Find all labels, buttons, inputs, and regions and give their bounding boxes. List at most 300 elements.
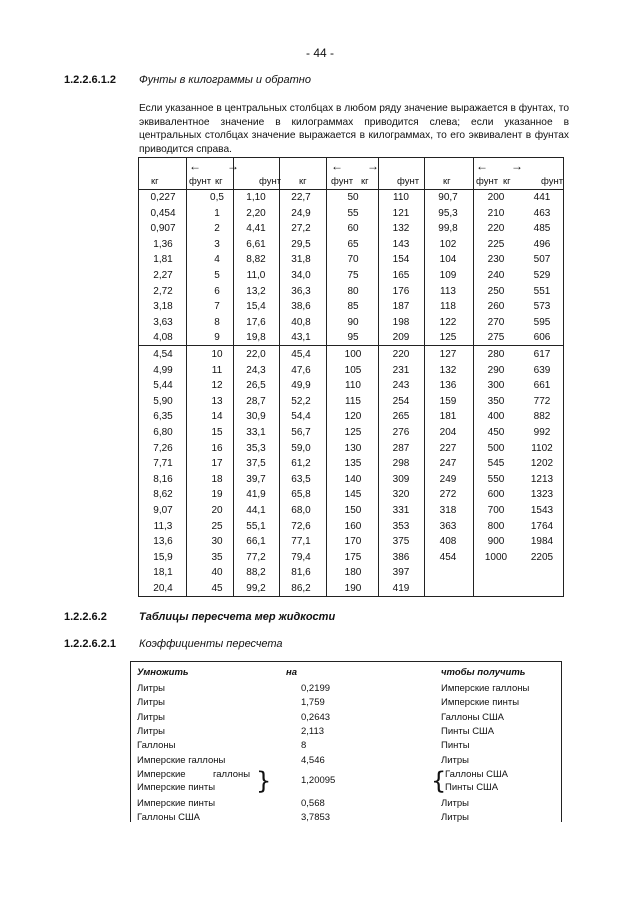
table-cell: 56,7 [291, 427, 311, 438]
table-cell: 375 [392, 536, 410, 548]
arrow-right-icon: → [511, 159, 523, 173]
table-cell: 90 [347, 316, 359, 328]
table-cell: 132 [392, 223, 410, 235]
table-cell: 227 [439, 442, 457, 454]
table-cell: 110 [393, 192, 409, 203]
table-row [131, 726, 561, 740]
table-cell: 800 [487, 520, 505, 532]
section-number: 1.2.2.6.2 [64, 611, 107, 623]
to-unit: Галлоны США [441, 712, 504, 723]
table-cell: 70 [347, 254, 359, 266]
table-cell: 485 [533, 223, 551, 235]
table-cell: 198 [392, 316, 410, 328]
arrow-right-icon: → [367, 159, 379, 173]
table-cell: 77,2 [246, 551, 266, 563]
table-cell: 230 [487, 254, 505, 266]
table-cell: 200 [487, 192, 505, 203]
table-cell: 0,907 [150, 223, 176, 235]
table-cell: 60 [347, 223, 359, 235]
table-cell: 16 [211, 442, 223, 454]
table-cell: 8 [214, 316, 220, 328]
table-cell: 220 [392, 349, 410, 360]
table-cell: 12 [211, 380, 223, 392]
column-divider [424, 158, 425, 596]
to-unit: Пинты США [445, 782, 499, 793]
table-cell: 507 [533, 254, 551, 266]
table-cell: 496 [533, 238, 551, 250]
section-number: 1.2.2.6.1.2 [64, 74, 116, 86]
table-row [131, 755, 561, 769]
table-cell: 1,10 [246, 192, 266, 203]
table-cell: 35,3 [246, 442, 266, 454]
from-unit: Литры [137, 697, 166, 708]
factor: 1,759 [301, 697, 325, 708]
column-divider [186, 158, 187, 596]
table-cell: 5,90 [153, 395, 173, 407]
table-cell: 320 [392, 489, 410, 501]
table-cell: 10 [211, 349, 223, 360]
table-cell: 529 [533, 270, 551, 281]
to-unit: Пинты [441, 740, 470, 751]
table-cell: 6,80 [153, 427, 173, 438]
table-cell: 3,63 [153, 316, 173, 328]
table-cell: 595 [533, 316, 551, 328]
table-cell: 3 [214, 238, 220, 250]
table-cell: 121 [392, 207, 410, 219]
table-cell: 22,0 [246, 349, 266, 360]
table-cell: 102 [439, 238, 457, 250]
table-cell: 265 [392, 411, 410, 423]
table-cell: 36,3 [291, 285, 311, 297]
table-cell: 104 [439, 254, 457, 266]
table-cell: 13,6 [153, 536, 173, 548]
table-cell: 44,1 [246, 505, 266, 516]
table-cell: 11,0 [246, 270, 266, 281]
table-cell: 25 [211, 520, 223, 532]
table-cell: 240 [487, 270, 505, 281]
table-cell: 72,6 [291, 520, 311, 532]
table-cell: 209 [392, 332, 410, 344]
table-cell: 606 [533, 332, 551, 344]
table-cell: 6,35 [153, 411, 173, 423]
table-cell: 1764 [530, 520, 554, 532]
table-cell: 170 [344, 536, 362, 548]
table-cell: 1213 [530, 473, 554, 485]
to-unit: Имперские пинты [441, 697, 520, 708]
table-cell: 1202 [530, 458, 554, 470]
table-cell: 54,4 [291, 411, 311, 423]
table-cell: 45,4 [291, 349, 311, 360]
table-cell: 15,4 [246, 301, 266, 313]
factor: 3,7853 [301, 812, 331, 823]
table-cell: 187 [392, 301, 410, 313]
table-cell: 120 [344, 411, 362, 423]
table-cell: 122 [439, 316, 457, 328]
table-cell: 5,44 [153, 380, 173, 392]
header-to-get: чтобы получить [441, 667, 526, 678]
table-cell: 419 [392, 583, 410, 594]
table-cell: 85 [347, 301, 359, 313]
table-cell: 13,2 [246, 285, 266, 297]
table-cell: 363 [439, 520, 457, 532]
table-row [131, 683, 561, 697]
table-cell: 29,5 [291, 238, 311, 250]
table-cell: 22,7 [291, 192, 311, 203]
table-cell: 159 [439, 395, 457, 407]
conversion-table [138, 157, 564, 597]
table-cell: 272 [439, 489, 457, 501]
table-cell: 136 [439, 380, 457, 392]
table-cell: 50 [347, 192, 359, 203]
table-cell: 9 [214, 332, 220, 344]
table-cell: 95 [347, 332, 359, 344]
table-cell: 249 [439, 473, 457, 485]
table-cell: 231 [392, 364, 410, 376]
table-cell: 0,227 [150, 192, 176, 203]
table-cell: 35 [211, 551, 223, 563]
table-cell: 20,4 [153, 583, 173, 594]
from-unit: Имперские галлоны [137, 755, 226, 766]
table-cell: 79,4 [291, 551, 311, 563]
table-row [131, 812, 561, 826]
section-title: Фунты в килограммы и обратно [139, 74, 311, 86]
table-cell: 204 [439, 427, 457, 438]
table-cell: 7,71 [153, 458, 173, 470]
to-unit: Литры [441, 812, 470, 823]
table-cell: 7 [214, 301, 220, 313]
table-cell: 17,6 [246, 316, 266, 328]
table-cell: 40 [211, 567, 223, 579]
to-unit: Пинты США [441, 726, 495, 737]
factor: 2,113 [301, 726, 325, 737]
column-header: кг [299, 176, 307, 187]
table-cell: 400 [487, 411, 505, 423]
from-unit: Галлоны США [137, 812, 200, 823]
table-cell: 7,26 [153, 442, 173, 454]
table-cell: 34,0 [291, 270, 311, 281]
factor: 4,546 [301, 755, 325, 766]
table-cell: 298 [392, 458, 410, 470]
table-cell: 55 [347, 207, 359, 219]
from-unit: Имперские [137, 769, 186, 780]
table-cell: 2205 [530, 551, 554, 563]
table-cell: 450 [487, 427, 505, 438]
arrow-left-icon: ← [189, 159, 201, 173]
table-cell: 1984 [530, 536, 554, 548]
table-cell: 19 [211, 489, 223, 501]
from-unit: Имперские пинты [137, 782, 216, 793]
table-cell: 75 [347, 270, 359, 281]
table-cell: 2,20 [246, 207, 266, 219]
table-cell: 882 [533, 411, 551, 423]
table-cell: 65,8 [291, 489, 311, 501]
column-header: фунт [541, 176, 564, 187]
table-cell: 63,5 [291, 473, 311, 485]
table-cell: 463 [533, 207, 551, 219]
from-unit: Литры [137, 712, 166, 723]
table-cell: 27,2 [291, 223, 311, 235]
table-cell: 165 [392, 270, 410, 281]
table-cell: 24,9 [291, 207, 311, 219]
table-cell: 40,8 [291, 316, 311, 328]
table-cell: 276 [392, 427, 410, 438]
right-brace-icon: } [256, 767, 272, 795]
table-cell: 99,8 [438, 223, 458, 235]
table-cell: 4 [214, 254, 220, 266]
table-cell: 41,9 [246, 489, 266, 501]
table-cell: 145 [344, 489, 362, 501]
table-cell: 243 [392, 380, 410, 392]
table-cell: 500 [487, 442, 505, 454]
table-cell: 408 [439, 536, 457, 548]
table-cell: 573 [533, 301, 551, 313]
arrow-right-icon: → [227, 159, 239, 173]
factor: 0,2199 [301, 683, 331, 694]
table-cell: 2,72 [153, 285, 173, 297]
table-cell: 14 [211, 411, 223, 423]
table-cell: 1,81 [153, 254, 173, 266]
table-cell: 37,5 [246, 458, 266, 470]
table-cell: 88,2 [246, 567, 266, 579]
column-header: фунт [189, 176, 212, 187]
table-cell: 545 [487, 458, 505, 470]
table-cell: 24,3 [246, 364, 266, 376]
table-cell: 15 [211, 427, 223, 438]
table-cell: 30,9 [246, 411, 266, 423]
table-cell: 154 [392, 254, 410, 266]
factor: 8 [301, 740, 307, 751]
table-cell: 160 [344, 520, 362, 532]
table-cell: 118 [440, 301, 456, 313]
table-cell: 86,2 [291, 583, 311, 594]
table-cell: 4,41 [246, 223, 266, 235]
table-cell: 386 [392, 551, 410, 563]
section-number: 1.2.2.6.2.1 [64, 638, 116, 650]
left-brace-icon: { [431, 767, 447, 795]
table-cell: 290 [487, 364, 505, 376]
table-cell: 52,2 [291, 395, 311, 407]
table-cell: 33,1 [246, 427, 266, 438]
factor: 0,2643 [301, 712, 331, 723]
table-cell: 353 [392, 520, 410, 532]
table-cell: 113 [440, 285, 456, 297]
table-cell: 90,7 [438, 192, 458, 203]
table-cell: 4,54 [153, 349, 173, 360]
table-row [131, 712, 561, 726]
table-cell: 1,36 [153, 238, 173, 250]
column-header: фунт [331, 176, 354, 187]
table-cell: 2,27 [153, 270, 173, 281]
table-cell: 350 [487, 395, 505, 407]
table-header-row [131, 667, 561, 681]
table-row-brace [131, 769, 561, 797]
column-header: фунт [397, 176, 420, 187]
arrow-left-icon: ← [331, 159, 343, 173]
table-cell: 441 [533, 192, 551, 203]
intro-paragraph: Если указанное в центральных столбцах в любом ряду значение выражается в фунтах, то эквивалентное значение в килограммах приводится слева; если указанное в центральных столбцах значение выражается в килограммах, то его эквивалент в фунтах приводится справа. [139, 103, 569, 155]
table-cell: 2 [214, 223, 220, 235]
table-cell: 150 [344, 505, 362, 516]
table-cell: 61,2 [291, 458, 311, 470]
table-cell: 140 [344, 473, 362, 485]
coefficients-table [130, 661, 562, 822]
table-cell: 0,454 [150, 207, 176, 219]
table-cell: 600 [487, 489, 505, 501]
table-cell: 661 [533, 380, 551, 392]
table-cell: 254 [392, 395, 410, 407]
from-unit: Имперские пинты [137, 798, 216, 809]
table-cell: 4,08 [153, 332, 173, 344]
table-cell: 1 [214, 207, 220, 219]
table-cell: 772 [533, 395, 551, 407]
table-cell: 551 [533, 285, 551, 297]
table-cell: 105 [344, 364, 362, 376]
table-cell: 17 [211, 458, 223, 470]
from-unit: Литры [137, 726, 166, 737]
to-unit: Литры [441, 798, 470, 809]
column-divider [279, 158, 280, 596]
table-cell: 80 [347, 285, 359, 297]
table-cell: 66,1 [246, 536, 266, 548]
table-cell: 220 [487, 223, 505, 235]
page-number: - 44 - [305, 46, 334, 60]
table-cell: 99,2 [246, 583, 266, 594]
table-cell: 270 [487, 316, 505, 328]
table-cell: 309 [392, 473, 410, 485]
table-cell: 900 [487, 536, 505, 548]
table-cell: 6,61 [246, 238, 266, 250]
column-divider [326, 158, 327, 596]
table-row [131, 697, 561, 711]
table-cell: 132 [439, 364, 457, 376]
column-divider [473, 158, 474, 596]
table-cell: 318 [439, 505, 457, 516]
table-cell: 125 [344, 427, 362, 438]
table-cell: 31,8 [291, 254, 311, 266]
table-cell: 190 [344, 583, 362, 594]
section-title: Коэффициенты пересчета [139, 638, 283, 650]
column-header: кг [215, 176, 223, 187]
from-unit: Галлоны [137, 740, 176, 751]
factor: 1,20095 [301, 775, 336, 786]
table-cell: 8,62 [153, 489, 173, 501]
table-cell: 15,9 [153, 551, 173, 563]
table-cell: 20 [211, 505, 223, 516]
table-cell: 9,07 [153, 505, 173, 516]
column-divider [378, 158, 379, 596]
table-cell: 210 [487, 207, 505, 219]
table-cell: 1102 [531, 442, 553, 454]
column-header: кг [443, 176, 451, 187]
table-cell: 39,7 [246, 473, 266, 485]
table-cell: 68,0 [291, 505, 311, 516]
table-cell: 397 [392, 567, 410, 579]
table-cell: 110 [345, 380, 361, 392]
table-cell: 287 [392, 442, 410, 454]
table-cell: 8,82 [246, 254, 266, 266]
table-cell: 0,5 [210, 192, 224, 203]
arrow-left-icon: ← [476, 159, 488, 173]
header-by: на [286, 667, 298, 678]
table-cell: 45 [211, 583, 223, 594]
table-cell: 992 [533, 427, 551, 438]
table-cell: 18 [211, 473, 223, 485]
table-cell: 43,1 [291, 332, 311, 344]
table-cell: 8,16 [153, 473, 173, 485]
factor: 0,568 [301, 798, 325, 809]
table-cell: 38,6 [291, 301, 311, 313]
table-cell: 260 [487, 301, 505, 313]
table-cell: 100 [344, 349, 362, 360]
table-cell: 109 [439, 270, 457, 281]
table-cell: 6 [214, 285, 220, 297]
table-cell: 26,5 [246, 380, 266, 392]
table-cell: 59,0 [291, 442, 311, 454]
table-cell: 130 [344, 442, 362, 454]
row-divider [139, 189, 563, 190]
column-header: кг [151, 176, 159, 187]
table-cell: 247 [439, 458, 457, 470]
table-cell: 639 [533, 364, 551, 376]
table-cell: 176 [392, 285, 410, 297]
column-header: фунт [259, 176, 282, 187]
table-cell: 13 [211, 395, 223, 407]
table-cell: 47,6 [291, 364, 311, 376]
table-cell: 135 [344, 458, 362, 470]
table-cell: 454 [439, 551, 457, 563]
from-unit: галлоны [213, 769, 251, 780]
table-cell: 49,9 [291, 380, 311, 392]
row-divider [139, 345, 563, 346]
table-row [131, 798, 561, 812]
table-cell: 77,1 [291, 536, 311, 548]
table-cell: 550 [487, 473, 505, 485]
table-cell: 125 [439, 332, 457, 344]
table-cell: 1000 [484, 551, 508, 563]
table-cell: 1323 [530, 489, 554, 501]
table-cell: 81,6 [291, 567, 311, 579]
table-cell: 11 [211, 364, 223, 376]
table-cell: 617 [533, 349, 551, 360]
from-unit: Литры [137, 683, 166, 694]
table-row [131, 740, 561, 754]
table-cell: 300 [487, 380, 505, 392]
header-multiply: Умножить [137, 667, 189, 678]
table-cell: 11,3 [153, 520, 173, 532]
table-cell: 225 [487, 238, 505, 250]
table-cell: 28,7 [246, 395, 266, 407]
table-cell: 30 [211, 536, 223, 548]
table-cell: 95,3 [438, 207, 458, 219]
table-cell: 175 [344, 551, 362, 563]
column-header: кг [361, 176, 369, 187]
table-cell: 181 [439, 411, 457, 423]
to-unit: Имперские галлоны [441, 683, 530, 694]
table-cell: 331 [392, 505, 410, 516]
table-cell: 4,99 [153, 364, 173, 376]
table-cell: 18,1 [153, 567, 173, 579]
table-cell: 55,1 [246, 520, 266, 532]
column-header: фунт [476, 176, 499, 187]
to-unit: Галлоны США [445, 769, 508, 780]
table-cell: 115 [345, 395, 361, 407]
table-cell: 275 [487, 332, 505, 344]
to-unit: Литры [441, 755, 470, 766]
column-header: кг [503, 176, 511, 187]
section-title: Таблицы пересчета мер жидкости [139, 611, 336, 623]
table-cell: 700 [487, 505, 505, 516]
table-cell: 127 [439, 349, 457, 360]
